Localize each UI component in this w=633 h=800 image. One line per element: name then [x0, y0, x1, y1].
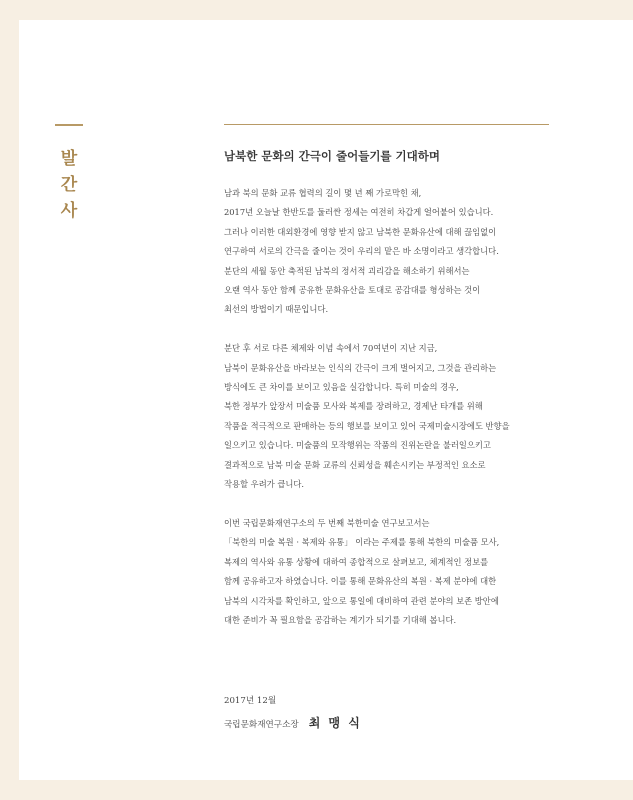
text-line: 그러나 이러한 대외환경에 영향 받지 않고 남북한 문화유산에 대해 끊임없이 [224, 226, 497, 237]
text-line: 작용할 우려가 큽니다. [224, 479, 305, 490]
paragraph-3 [224, 514, 564, 630]
text-line: 작품을 적극적으로 판매하는 등의 행보를 보이고 있어 국제미술시장에도 반향을 [224, 420, 510, 431]
text-line: 남북이 문화유산을 바라보는 인식의 간극이 크게 벌어지고, 그것을 관리하는 [224, 362, 497, 373]
section-title-char: 사 [60, 201, 78, 221]
top-divider [224, 124, 549, 125]
text-line: 대한 준비가 꼭 필요함을 공감하는 계기가 되기를 기대해 봅니다. [224, 614, 457, 625]
page [19, 20, 633, 780]
signature-name: 최 맹 식 [308, 716, 362, 730]
section-title-char: 발 [60, 149, 78, 169]
text-line: 일으키고 있습니다. 미술품의 모작행위는 작품의 진위논란을 불러일으키고 [224, 440, 491, 451]
text-line: 분단 후 서로 다른 체제와 이념 속에서 70여년이 지난 지금, [224, 343, 438, 354]
signature-title: 국립문화재연구소장 [224, 720, 299, 730]
side-divider [55, 124, 83, 126]
text-line: 함께 공유하고자 하였습니다. 이를 통해 문화유산의 복원 · 복제 분야에 대한 [224, 576, 497, 587]
text-line: 오랜 역사 동안 함께 공유한 문화유산을 토대로 공감대를 형성하는 것이 [224, 285, 481, 296]
text-line: 최선의 방법이기 때문입니다. [224, 304, 329, 315]
text-line: 연구하여 서로의 간극을 줄이는 것이 우리의 맡은 바 소명이라고 생각합니다. [224, 246, 499, 257]
letter-body [224, 184, 564, 650]
text-line: 남북의 시각차를 확인하고, 앞으로 통일에 대비하여 관련 분야의 보존 방안에 [224, 595, 499, 606]
text-line: 남과 북의 문화 교류 협력의 길이 몇 년 째 가로막힌 채, [224, 188, 422, 198]
section-title-char: 간 [60, 175, 78, 195]
text-line: 「북한의 미술 복원 · 복제와 유통」 이라는 주제를 통해 북한의 미술품 모사, [224, 537, 500, 548]
text-line: 복제의 역사와 유통 상황에 대하여 종합적으로 살펴보고, 체계적인 정보를 [224, 556, 489, 567]
section-title [59, 146, 79, 224]
text-line: 이번 국립문화재연구소의 두 번째 북한미술 연구보고서는 [224, 517, 430, 528]
paragraph-2 [224, 339, 564, 494]
text-line: 결과적으로 남북 미술 문화 교류의 신뢰성을 훼손시키는 부정적인 요소로 [224, 459, 486, 470]
text-line: 2017년 오늘날 한반도를 둘러싼 정세는 여전히 차갑게 얼어붙어 있습니다. [224, 207, 494, 218]
text-line: 북한 정부가 앞장서 미술품 모사와 복제를 장려하고, 경제난 타개를 위해 [224, 401, 483, 412]
letter-date: 2017년 12월 [224, 696, 277, 706]
letter-heading: 남북한 문화의 간극이 줄어들기를 기대하며 [224, 149, 440, 163]
text-line: 방식에도 큰 차이를 보이고 있음을 실감합니다. 특히 미술의 경우, [224, 382, 459, 393]
text-line: 분단의 세월 동안 축적된 남북의 정서적 괴리감을 해소하기 위해서는 [224, 265, 470, 276]
paragraph-1 [224, 184, 564, 320]
signature-block [224, 714, 362, 731]
